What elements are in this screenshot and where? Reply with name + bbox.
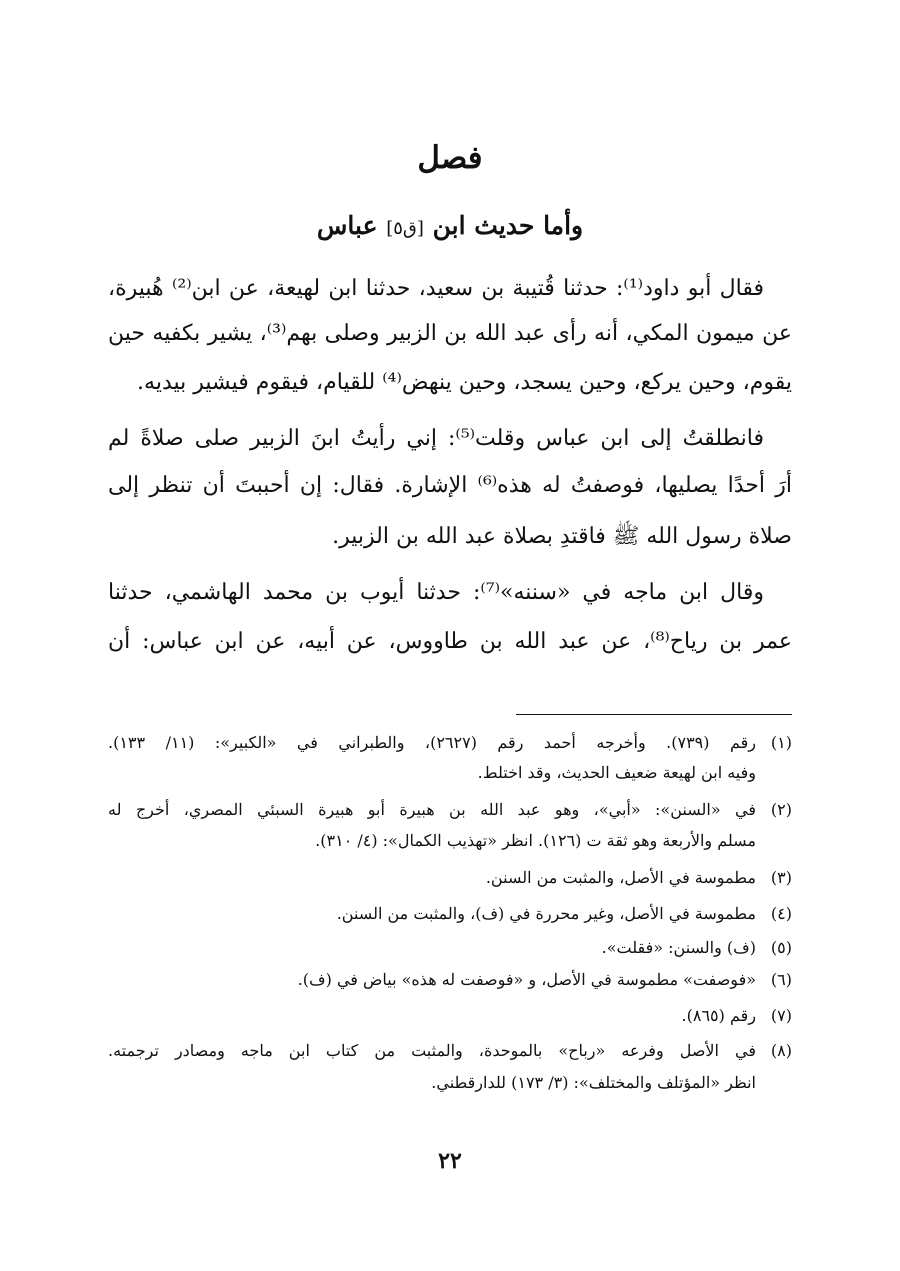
folio-marker: [ق٥] — [386, 218, 424, 239]
footnote-number: (٢) — [770, 800, 792, 819]
footnote-text: (ف) والسنن: «فقلت». — [601, 938, 756, 957]
footnote-5 — [108, 940, 792, 956]
page-number: ٢٢ — [438, 1148, 462, 1174]
footnote-number: (٣) — [770, 868, 792, 887]
footnote-6 — [108, 972, 792, 988]
footnote-2-cont: مسلم والأربعة وهو ثقة ت (١٢٦). انظر «تهذيب الكمال»: (٤/ ٣١٠). — [315, 831, 756, 850]
footnote-text: «فوصفت» مطموسة في الأصل، و «فوصفت له هذه» بياض في (ف). — [297, 970, 756, 989]
footnote-text: رقم (٨٦٥). — [681, 1006, 756, 1025]
body-line: فقال أبو داود⁽¹⁾: حدثنا قُتيبة بن سعيد، حدثنا ابن لهيعة، عن ابن⁽²⁾ هُبيرة، — [108, 276, 764, 301]
footnote-number: (٨) — [770, 1041, 792, 1060]
footnote-text: مطموسة في الأصل، والمثبت من السنن. — [485, 868, 756, 887]
footnote-1-cont: وفيه ابن لهيعة ضعيف الحديث، وقد اختلط. — [477, 763, 756, 782]
body-line: أرَ أحدًا يصليها، فوصفتُ له هذه⁽⁶⁾ الإشارة. فقال: إن أحببتَ أن تنظر إلى — [108, 473, 792, 498]
footnote-text: في «السنن»: «أبي»، وهو عبد الله بن هبيرة أبو هبيرة السبئي المصري، أخرج له — [108, 800, 756, 819]
footnote-separator — [516, 714, 792, 715]
body-line: فانطلقتُ إلى ابن عباس وقلت⁽⁵⁾: إني رأيتُ ابنَ الزبير صلى صلاةً لم — [108, 426, 765, 451]
footnote-4 — [108, 906, 792, 922]
footnote-8 — [108, 1043, 792, 1059]
footnote-1 — [108, 735, 792, 751]
footnote-number: (٧) — [770, 1006, 792, 1025]
subtitle-before: وأما حديث ابن — [432, 211, 584, 240]
footnote-text: مطموسة في الأصل، وغير محررة في (ف)، والمثبت من السنن. — [336, 904, 756, 923]
body-line: يقوم، وحين يركع، وحين يسجد، وحين ينهض⁽⁴⁾ للقيام، فيقوم فيشير بيديه. — [137, 370, 792, 395]
footnote-3 — [108, 870, 792, 886]
body-line: عن ميمون المكي، أنه رأى عبد الله بن الزبير وصلى بهم⁽³⁾، يشير بكفيه حين — [108, 321, 792, 346]
body-line: عمر بن رياح⁽⁸⁾، عن عبد الله بن طاووس، عن أبيه، عن ابن عباس: أن — [108, 629, 792, 654]
section-title: فصل — [417, 140, 483, 176]
footnote-number: (٦) — [770, 970, 792, 989]
subtitle-after: عباس — [316, 211, 378, 240]
footnote-text: في الأصل وفرعه «رباح» بالموحدة، والمثبت من كتاب ابن ماجه ومصادر ترجمته. — [108, 1041, 756, 1060]
section-subtitle — [108, 213, 792, 238]
footnote-number: (١) — [770, 733, 792, 752]
body-line: وقال ابن ماجه في «سننه»⁽⁷⁾: حدثنا أيوب بن محمد الهاشمي، حدثنا — [108, 580, 764, 605]
footnote-2 — [108, 802, 792, 818]
book-page — [108, 0, 792, 1271]
body-line: صلاة رسول الله ﷺ فاقتدِ بصلاة عبد الله بن الزبير. — [332, 524, 792, 549]
footnote-number: (٥) — [770, 938, 792, 957]
footnote-number: (٤) — [770, 904, 792, 923]
footnote-text: رقم (٧٣٩). وأخرجه أحمد رقم (٢٦٢٧)، والطبراني في «الكبير»: (١١/ ١٣٣). — [108, 733, 756, 752]
footnote-8-cont: انظر «المؤتلف والمختلف»: (٣/ ١٧٣) للدارقطني. — [431, 1073, 756, 1092]
footnote-7 — [108, 1008, 792, 1024]
